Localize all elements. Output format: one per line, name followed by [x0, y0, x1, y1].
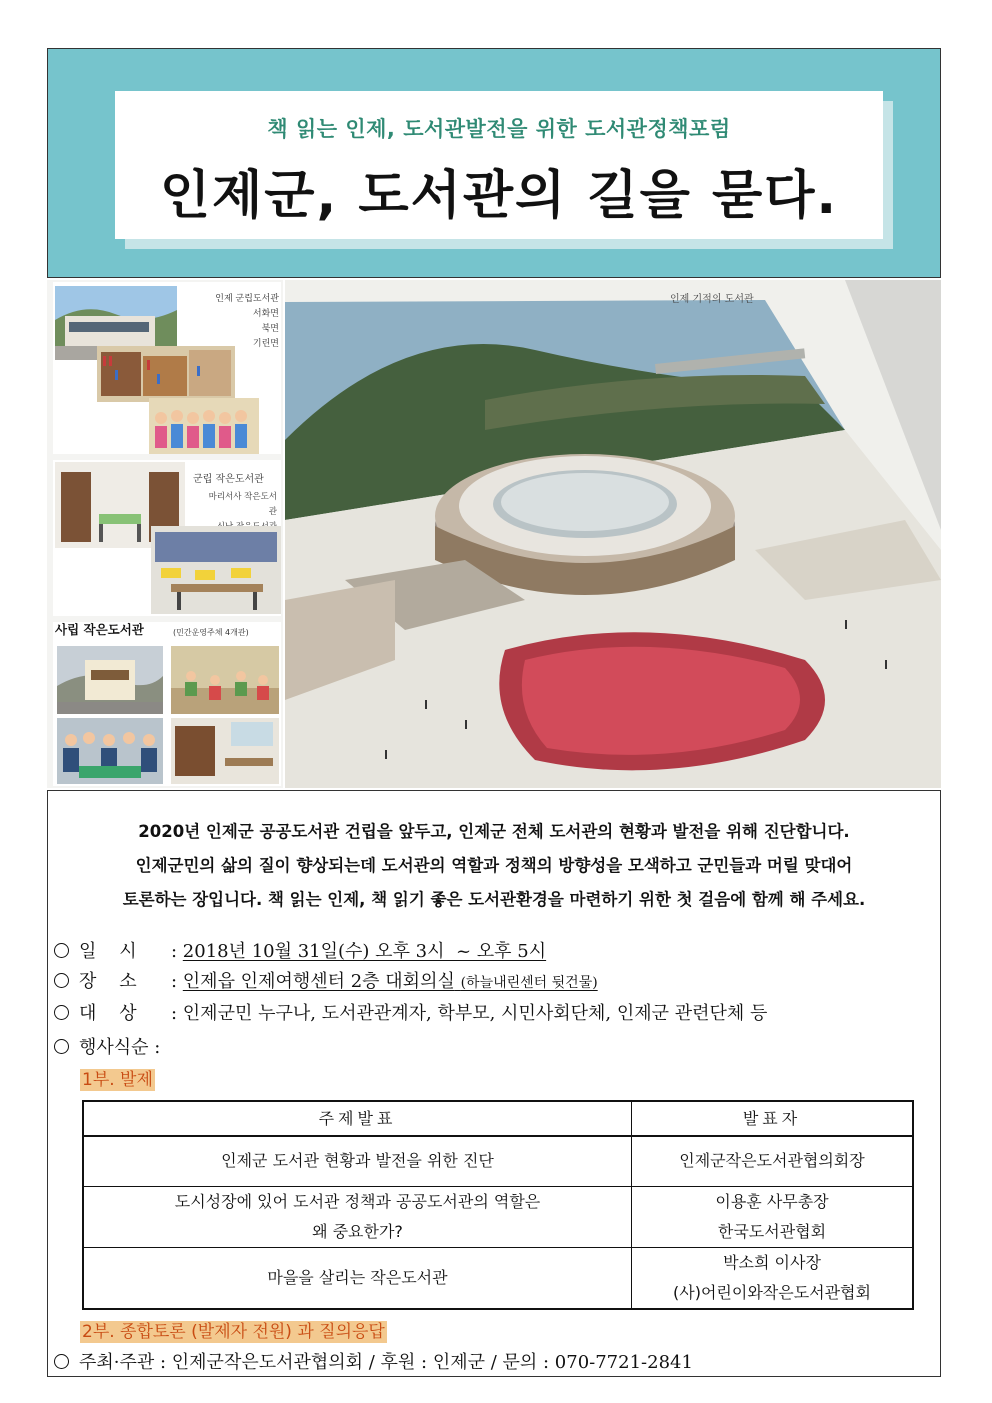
public-library-caption: 인제 군립도서관 서화면 북면 기린면 [215, 294, 279, 349]
event-date: 2018년 10월 31일(수) 오후 3시 ~ 오후 5시 [182, 941, 547, 962]
render-page-caption: 인제 기적의 도서관 [670, 294, 754, 305]
private-library-note: (민간운영주체 4개관) [173, 628, 249, 637]
bullet-circle-icon [54, 1039, 69, 1054]
reading-room-photo [97, 346, 235, 402]
county-library-title: 군립 작은도서관 [193, 474, 264, 485]
header-banner [47, 48, 941, 278]
county-library-photo-2 [151, 526, 281, 614]
photo-area [47, 280, 941, 788]
part2-heading: 2부. 종합토론 (발제자 전원) 과 질의응답 [82, 1322, 385, 1342]
bullet-circle-icon [54, 973, 69, 988]
bullet-circle-icon [54, 1354, 69, 1369]
kids-activity-photo [171, 646, 279, 714]
bullet-circle-icon [54, 943, 69, 958]
county-library-panel [53, 460, 281, 616]
event-info [47, 790, 941, 1377]
title-card [115, 91, 883, 239]
table-row: 도시성장에 있어 도서관 정책과 공공도서관의 역할은 왜 중요한가? 이용훈 사무총장 한국도서관협회 [83, 1186, 913, 1247]
table-row: 인제군 도서관 현황과 발전을 위한 진단 인제군작은도서관협의회장 [83, 1136, 913, 1186]
bullet-circle-icon [54, 1005, 69, 1020]
private-library-panel [53, 622, 281, 786]
place-row: 장 소 : 인제읍 인제여행센터 2층 대회의실 (하늘내린센터 뒷건물) [54, 969, 598, 996]
county-library-caption: 마리서사 작은도서관 [208, 492, 277, 517]
library-rendering [285, 280, 941, 788]
event-target: 인제군민 누구나, 도서관관계자, 학부모, 시민사회단체, 인제군 관련단체 등 [182, 1003, 768, 1024]
group-photo [57, 718, 163, 784]
forum-subtitle: 책 읽는 인제, 도서관발전을 위한 도서관정책포럼 [267, 117, 731, 141]
children-group-photo [149, 398, 259, 454]
part1-heading: 1부. 발제 [82, 1070, 153, 1090]
private-library-title: 사립 작은도서관 [55, 622, 144, 637]
program-row [54, 1035, 160, 1061]
footer-organizers: 주최·주관 : 인제군작은도서관협의회 / 후원 : 인제군 / 문의 : 070-7721-2841 [54, 1351, 693, 1375]
event-place: 인제읍 인제여행센터 2층 대회의실 (하늘내린센터 뒷건물) [182, 971, 598, 992]
library-interior-photo [171, 718, 279, 784]
public-library-panel [53, 282, 281, 454]
table-header-speaker: 발표자 [632, 1101, 914, 1136]
forum-title: 인제군, 도서관의 길을 묻다. [159, 166, 839, 226]
intro-paragraph: 2020년 인제군 공공도서관 건립을 앞두고, 인제군 전체 도서관의 현황과 발전을 위해 진단합니다. 인제군민의 삶의 질이 향상되는데 도서관의 역할과 정책의 방향성을 모색하고 군민들과 머릴 맞대어 토론하는 장입니다. 책 읽는 인제, 책 읽기 좋은 도서관환경을 마련하기 위한 첫 걸음에 함께 해 주세요. [122, 822, 866, 909]
program-label: 행사식순 : [79, 1037, 161, 1058]
private-library-building-photo [57, 646, 163, 714]
target-row: 대 상 : 인제군민 누구나, 도서관관계자, 학부모, 시민사회단체, 인제군 관련단체 등 [54, 1001, 767, 1027]
program-table [82, 1100, 914, 1310]
table-header-topic: 주제발표 [83, 1101, 632, 1136]
library-collage [47, 280, 283, 788]
date-row: 일 시 : 2018년 10월 31일(수) 오후 3시 ~ 오후 5시 [54, 939, 546, 965]
table-row: 마을을 살리는 작은도서관 박소희 이사장 (사)어린이와작은도서관협회 [83, 1247, 913, 1309]
